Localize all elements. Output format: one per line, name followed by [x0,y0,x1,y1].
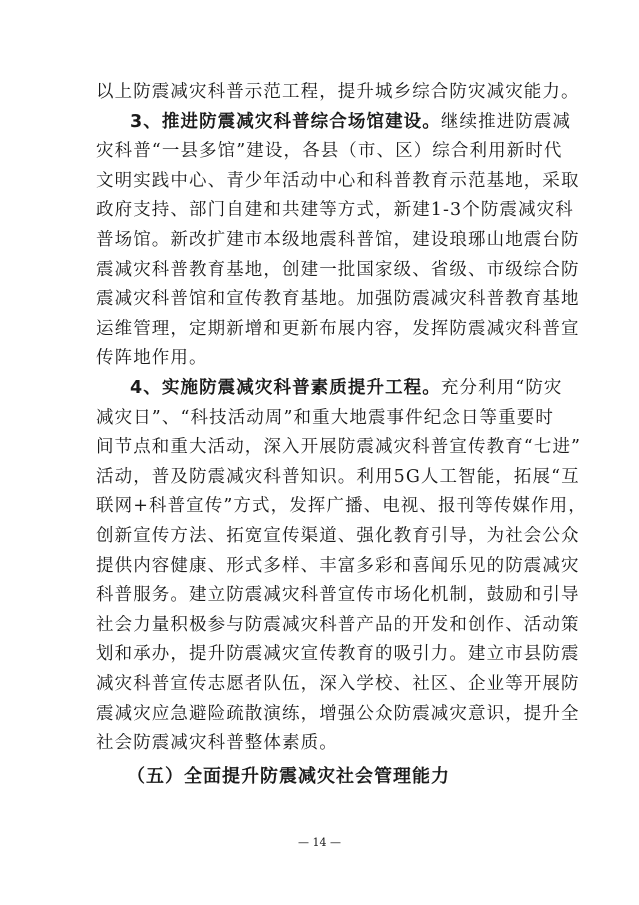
paragraph-text: 提供内容健康、形式多样、丰富多彩和喜闻乐见的防震减灾 [96,555,580,576]
paragraph-text: 普场馆。新改扩建市本级地震科普馆，建设琅琊山地震台防 [96,230,580,250]
paragraph-line [96,640,580,670]
paragraph-text: 运维管理，定期新增和更新布展内容，发挥防震减灾科普宣 [96,318,580,339]
page-number: — 14 — [298,836,341,849]
paragraph-line [96,670,580,700]
paragraph-text: 以上防震减灾科普示范工程，提升城乡综合防灾减灾能力。 [96,82,580,102]
paragraph-text: 文明实践中心、青少年活动中心和科普教育示范基地，采取 [96,170,580,191]
paragraph-line [96,196,574,226]
paragraph-line [96,700,580,730]
paragraph-text: 活动，普及防震减灾科普知识。利用5G人工智能，拓展“互 [96,466,580,487]
paragraph-line [96,492,587,522]
paragraph-text: 传阵地作用。 [96,348,208,369]
paragraph-line [96,226,580,256]
paragraph-line [96,344,556,374]
paragraph-text: 科普服务。建立防震减灾科普宣传市场化机制，鼓励和引导 [96,585,580,606]
paragraph-text: 震减灾应急避险疏散演练，增强公众防震减灾意识，提升全 [96,703,580,724]
paragraph-line [96,581,580,611]
section-heading: （五）全面提升防震减灾社会管理能力 [127,765,450,787]
paragraph-text: 间节点和重大活动，深入开展防震减灾科普宣传教育“七进” [96,437,582,458]
paragraph-line [96,285,580,315]
paragraph-text: 联网+科普宣传”方式，发挥广播、电视、报刊等传媒作用， [96,496,587,517]
paragraph-text: 灾科普“一县多馆”建设，各县（市、区）综合利用新时代 [96,141,563,162]
paragraph-text: 充分利用“防灾 [440,378,563,398]
paragraph-line [96,315,580,345]
paragraph-line [96,552,580,582]
paragraph-line [130,108,572,138]
paragraph-line [96,78,580,108]
paragraph-line [96,611,580,641]
paragraph-line [96,137,563,167]
paragraph-text: 震减灾科普馆和宣传教育基地。加强防震减灾科普教育基地 [96,289,580,310]
paragraph-line [96,522,580,552]
paragraph-line [130,374,563,404]
item-3-title: 3、推进防震减灾科普综合场馆建设。 [130,111,441,132]
paragraph-line [96,463,580,493]
paragraph-line [96,433,582,463]
paragraph-text: 社会防震减灾科普整体素质。 [96,733,338,754]
paragraph-line [96,256,580,286]
paragraph-text: 减灾日”、“科技活动周”和重大地震事件纪念日等重要时 [96,407,554,428]
paragraph-line [96,167,580,197]
paragraph-text: 政府支持、部门自建和共建等方式，新建1-3个防震减灾科 [96,200,574,221]
paragraph-text: 创新宣传方法、拓宽宣传渠道、强化教育引导，为社会公众 [96,526,580,546]
paragraph-text: 划和承办，提升防震减灾宣传教育的吸引力。建立市县防震 [96,644,580,665]
item-4-title: 4、实施防震减灾科普素质提升工程。 [130,378,441,398]
paragraph-text: 震减灾科普教育基地，创建一批国家级、省级、市级综合防 [96,259,580,280]
paragraph-line [96,404,556,434]
paragraph-text: 继续推进防震减 [440,111,572,132]
paragraph-text: 减灾科普宣传志愿者队伍，深入学校、社区、企业等开展防 [96,674,580,694]
paragraph-line [96,729,556,759]
paragraph-text: 社会力量积极参与防震减灾科普产品的开发和创作、活动策 [96,614,580,635]
